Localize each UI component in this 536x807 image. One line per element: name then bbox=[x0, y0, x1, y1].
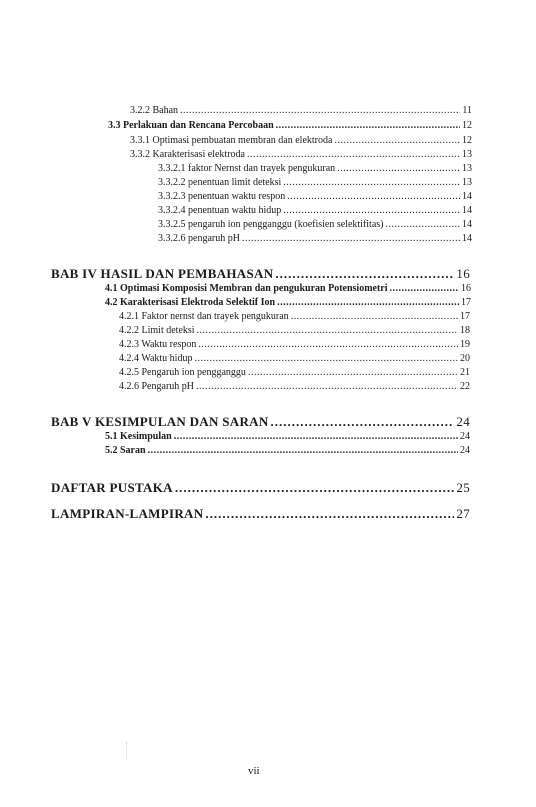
toc-entry-page: 16 bbox=[456, 266, 470, 281]
toc-entry-page: 24 bbox=[460, 431, 470, 442]
toc-entry-page: 13 bbox=[462, 163, 472, 174]
toc-chapter-label: BAB IV HASIL DAN PEMBAHASAN bbox=[51, 266, 274, 281]
toc-entry-3-3-2-6[interactable] bbox=[158, 233, 472, 244]
toc-entry-label: 3.3.2 Karakterisasi elektroda bbox=[130, 149, 245, 160]
leader-dots bbox=[194, 353, 458, 364]
toc-entry-label: 4.2.6 Pengaruh pH bbox=[119, 381, 194, 392]
leader-dots bbox=[198, 339, 458, 350]
leader-dots bbox=[174, 431, 458, 442]
toc-chapter-label: LAMPIRAN-LAMPIRAN bbox=[51, 506, 204, 521]
toc-entry-4-2-1[interactable] bbox=[119, 311, 470, 322]
leader-dots bbox=[242, 233, 460, 244]
toc-entry-3-3-2-5[interactable] bbox=[158, 219, 472, 230]
leader-dots bbox=[196, 381, 458, 392]
toc-entry-page: 12 bbox=[462, 120, 472, 131]
toc-entry-label: 3.3 Perlakuan dan Rencana Percobaan bbox=[108, 120, 274, 131]
toc-entry-page: 27 bbox=[456, 506, 470, 521]
toc-entry-page: 11 bbox=[462, 105, 472, 116]
toc-entry-5-1[interactable] bbox=[105, 431, 470, 442]
leader-dots bbox=[287, 191, 460, 202]
toc-entry-page: 25 bbox=[456, 480, 470, 495]
toc-entry-3-2-2[interactable] bbox=[130, 105, 472, 116]
toc-entry-page: 17 bbox=[461, 297, 471, 308]
toc-entry-label: 3.3.2.1 faktor Nernst dan trayek pengukuran bbox=[158, 163, 336, 174]
leader-dots bbox=[175, 480, 455, 496]
toc-entry-label: 3.3.2.4 penentuan waktu hidup bbox=[158, 205, 282, 216]
toc-entry-label: 4.2 Karakterisasi Elektroda Selektif Ion bbox=[105, 297, 276, 308]
leader-dots bbox=[337, 163, 460, 174]
toc-entry-4-1[interactable] bbox=[105, 283, 471, 294]
leader-dots bbox=[283, 177, 460, 188]
toc-entry-page: 14 bbox=[462, 233, 472, 244]
leader-dots bbox=[248, 367, 458, 378]
toc-entry-3-3[interactable] bbox=[108, 120, 472, 131]
toc-entry-label: 3.3.2.6 pengaruh pH bbox=[158, 233, 240, 244]
leader-dots bbox=[180, 105, 460, 116]
toc-entry-page: 18 bbox=[460, 325, 470, 336]
leader-dots bbox=[197, 325, 458, 336]
toc-entry-page: 14 bbox=[462, 205, 472, 216]
scan-mark bbox=[126, 742, 131, 760]
toc-entry-4-2-6[interactable] bbox=[119, 381, 470, 392]
toc-entry-page: 13 bbox=[462, 149, 472, 160]
toc-entry-page: 12 bbox=[462, 135, 472, 146]
toc-chapter-label: DAFTAR PUSTAKA bbox=[51, 480, 173, 495]
toc-entry-page: 22 bbox=[460, 381, 470, 392]
leader-dots bbox=[386, 219, 461, 230]
toc-entry-label: 5.2 Saran bbox=[105, 445, 146, 456]
toc-entry-page: 17 bbox=[460, 311, 470, 322]
leader-dots bbox=[283, 205, 460, 216]
leader-dots bbox=[247, 149, 460, 160]
leader-dots bbox=[291, 311, 458, 322]
toc-entry-page: 14 bbox=[462, 191, 472, 202]
toc-entry-page: 16 bbox=[461, 283, 471, 294]
toc-entry-page: 19 bbox=[460, 339, 470, 350]
toc-entry-label: 4.2.3 Waktu respon bbox=[119, 339, 197, 350]
toc-entry-label: 3.3.2.2 penentuan limit deteksi bbox=[158, 177, 282, 188]
toc-entry-label: 3.3.2.3 penentuan waktu respon bbox=[158, 191, 286, 202]
toc-chapter-label: BAB V KESIMPULAN DAN SARAN bbox=[51, 414, 269, 429]
leader-dots bbox=[277, 297, 459, 308]
toc-entry-3-3-2-3[interactable] bbox=[158, 191, 472, 202]
toc-entry-4-2[interactable] bbox=[105, 297, 471, 308]
toc-entry-5-2[interactable] bbox=[105, 445, 470, 456]
toc-entry-label: 3.2.2 Bahan bbox=[130, 105, 179, 116]
leader-dots bbox=[276, 120, 460, 131]
toc-entry-page: 21 bbox=[460, 367, 470, 378]
toc-entry-4-2-3[interactable] bbox=[119, 339, 470, 350]
toc-entry-3-3-2-2[interactable] bbox=[158, 177, 472, 188]
toc-entry-daftar-pustaka[interactable] bbox=[51, 480, 470, 496]
toc-entry-page: 24 bbox=[460, 445, 470, 456]
leader-dots bbox=[205, 506, 454, 522]
toc-entry-page: 14 bbox=[462, 219, 472, 230]
toc-entry-label: 5.1 Kesimpulan bbox=[105, 431, 172, 442]
leader-dots bbox=[271, 414, 455, 430]
toc-entry-label: 4.2.1 Faktor nernst dan trayek pengukuran bbox=[119, 311, 289, 322]
toc-entry-4-2-4[interactable] bbox=[119, 353, 470, 364]
toc-entry-bab-iv[interactable] bbox=[51, 266, 470, 282]
leader-dots bbox=[275, 266, 454, 282]
toc-entry-page: 20 bbox=[460, 353, 470, 364]
toc-entry-3-3-2[interactable] bbox=[130, 149, 472, 160]
page-number: vii bbox=[248, 765, 260, 777]
toc-entry-label: 4.2.4 Waktu hidup bbox=[119, 353, 193, 364]
toc-entry-bab-v[interactable] bbox=[51, 414, 470, 430]
leader-dots bbox=[148, 445, 458, 456]
toc-entry-4-2-2[interactable] bbox=[119, 325, 470, 336]
toc-entry-3-3-1[interactable] bbox=[130, 135, 472, 146]
toc-entry-lampiran[interactable] bbox=[51, 506, 470, 522]
leader-dots bbox=[334, 135, 460, 146]
toc-entry-3-3-2-4[interactable] bbox=[158, 205, 472, 216]
toc-entry-page: 13 bbox=[462, 177, 472, 188]
toc-entry-4-2-5[interactable] bbox=[119, 367, 470, 378]
leader-dots bbox=[390, 283, 459, 294]
toc-entry-label: 4.2.5 Pengaruh ion pengganggu bbox=[119, 367, 246, 378]
toc-entry-label: 3.3.2.5 pengaruh ion pengganggu (koefisien selektifitas) bbox=[158, 219, 384, 230]
toc-entry-label: 4.2.2 Limit deteksi bbox=[119, 325, 195, 336]
toc-entry-3-3-2-1[interactable] bbox=[158, 163, 472, 174]
toc-entry-page: 24 bbox=[456, 414, 470, 429]
toc-entry-label: 3.3.1 Optimasi pembuatan membran dan elektroda bbox=[130, 135, 333, 146]
toc-entry-label: 4.1 Optimasi Komposisi Membran dan pengukuran Potensiometri bbox=[105, 283, 388, 294]
